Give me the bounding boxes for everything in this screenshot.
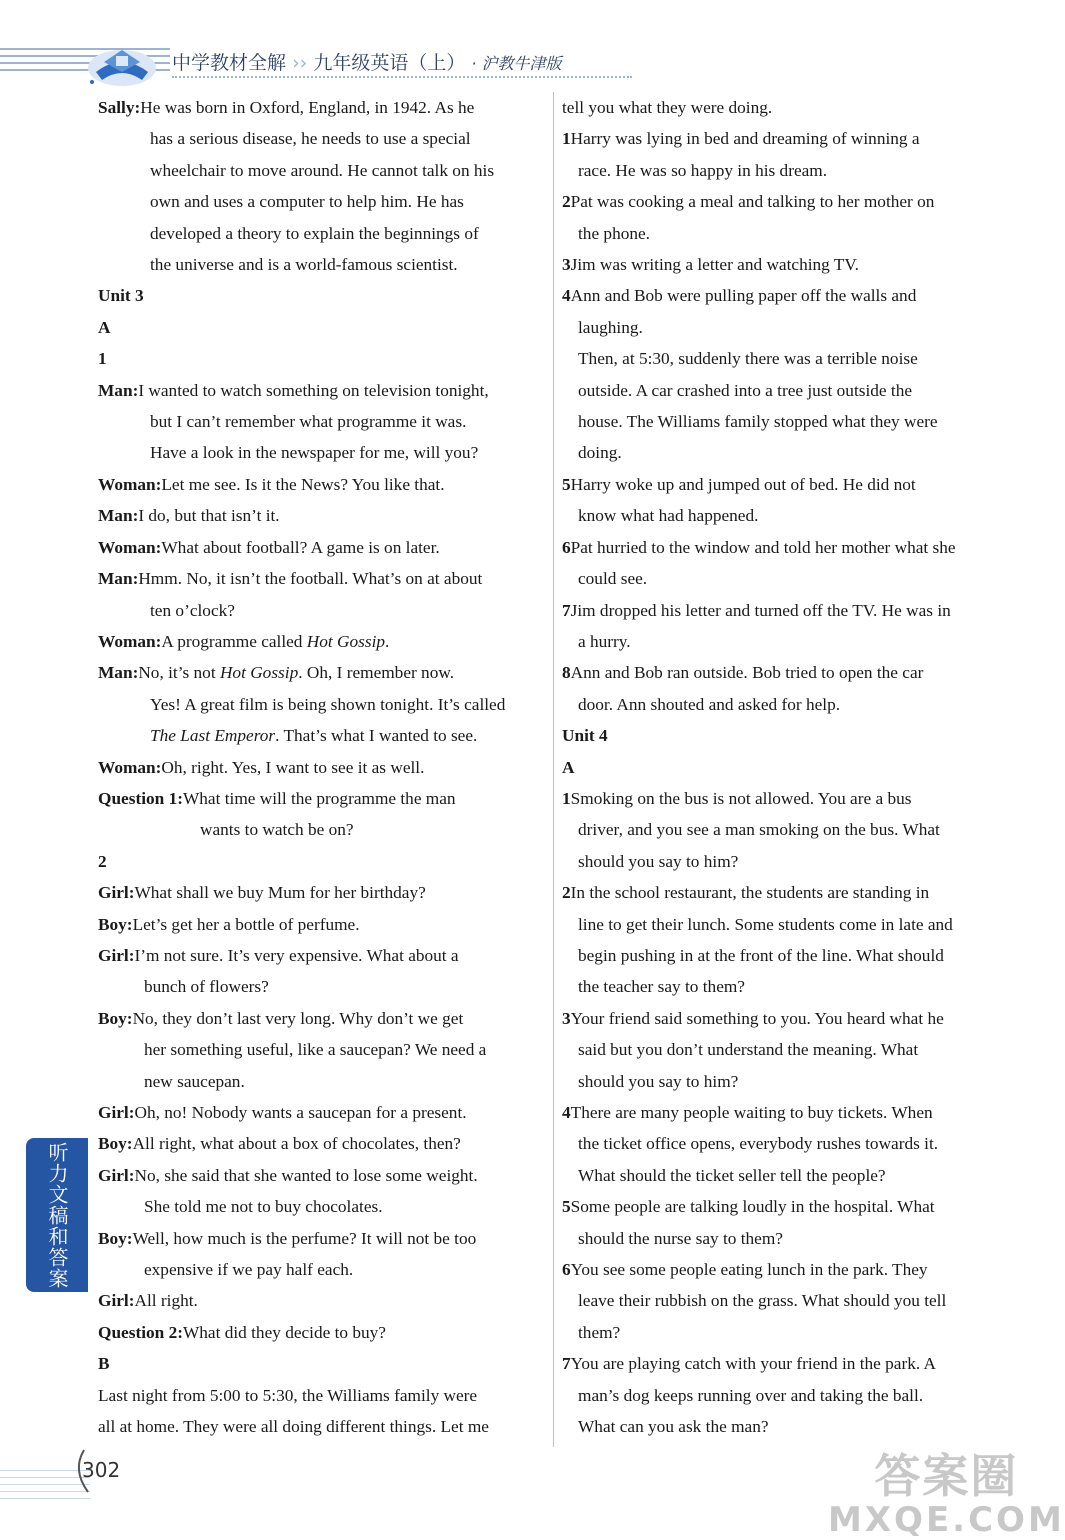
text-line — [562, 375, 1004, 406]
section-heading — [98, 846, 544, 877]
line-text: expensive if we pay half each. — [144, 1260, 354, 1280]
text-line — [562, 877, 1004, 908]
line-text: No, she said that she wanted to lose some weight. — [134, 1165, 478, 1185]
text-line — [98, 92, 544, 123]
speaker-label: Woman: — [98, 757, 162, 777]
text-line — [562, 814, 1004, 845]
line-text: tell you what they were doing. — [562, 98, 773, 117]
text-line — [562, 1160, 1004, 1191]
line-text: driver, and you see a man smoking on the bus. What — [578, 820, 940, 840]
speaker-label: Sally: — [98, 98, 141, 117]
text-line — [98, 437, 544, 468]
text-line — [98, 971, 544, 1002]
text-line — [562, 1380, 1004, 1411]
text-line — [98, 1317, 544, 1348]
line-text: Your friend said something to you. You heard what he — [570, 1008, 944, 1028]
text-line — [98, 1097, 544, 1128]
text-line — [562, 343, 1004, 374]
section-heading — [98, 280, 544, 311]
text-line — [562, 155, 1004, 186]
speaker-label: Girl: — [98, 1291, 135, 1311]
item-number: 2 — [562, 192, 571, 212]
line-text: What did they decide to buy? — [182, 1322, 386, 1342]
text-line — [98, 155, 544, 186]
speaker-label: Question 2: — [98, 1322, 183, 1342]
line-text: Ann and Bob ran outside. Bob tried to open the car — [570, 663, 924, 683]
line-text: She told me not to buy chocolates. — [144, 1197, 383, 1217]
speaker-label: Man: — [98, 663, 139, 683]
text-line — [98, 1128, 544, 1159]
text-line — [562, 1097, 1004, 1128]
text-line — [98, 1254, 544, 1285]
line-text: He was born in Oxford, England, in 1942. As he — [140, 98, 475, 117]
line-text: What time will the programme the man — [182, 788, 456, 808]
line-text: No, it’s not — [138, 663, 220, 683]
line-text: doing. — [578, 443, 622, 463]
text-line — [562, 92, 1004, 123]
text-line — [562, 657, 1004, 688]
item-number: 3 — [562, 255, 571, 275]
item-number: 4 — [562, 286, 571, 306]
text-line — [562, 500, 1004, 531]
side-tab-label: 听力文稿和答案 — [26, 1138, 88, 1292]
line-text: own and uses a computer to help him. He has — [150, 192, 464, 212]
text-line — [562, 626, 1004, 657]
line-text: Yes! A great film is being shown tonight. It’s called — [150, 694, 506, 714]
line-text: outside. A car crashed into a tree just outside the — [578, 380, 913, 400]
line-text: should the nurse say to them? — [578, 1228, 783, 1248]
line-text: Some people are talking loudly in the hospital. What — [570, 1197, 935, 1217]
line-text: a hurry. — [578, 631, 631, 651]
text-line — [98, 1160, 544, 1191]
text-line — [98, 532, 544, 563]
line-text: A programme called — [161, 631, 307, 651]
text-line — [562, 1128, 1004, 1159]
text-line — [98, 1066, 544, 1097]
header-title-main: 中学教材全解 — [172, 52, 287, 74]
text-line — [562, 532, 1004, 563]
text-line — [98, 720, 544, 751]
text-line — [562, 218, 1004, 249]
text-line — [562, 1003, 1004, 1034]
item-number: 3 — [562, 1008, 571, 1028]
text-line — [562, 1348, 1004, 1379]
text-line — [562, 406, 1004, 437]
line-text: but I can’t remember what programme it was. — [150, 412, 467, 432]
italic-title: The Last Emperor — [150, 726, 276, 746]
speaker-label: Girl: — [98, 945, 135, 965]
line-text-end: . Oh, I remember now. — [298, 663, 455, 683]
heading-text: A — [562, 757, 575, 777]
text-line — [562, 186, 1004, 217]
item-number: 2 — [562, 883, 571, 903]
speaker-label: Man: — [98, 380, 139, 400]
line-text: leave their rubbish on the grass. What should you tell — [578, 1291, 947, 1311]
column-divider — [553, 92, 554, 1447]
item-number: 4 — [562, 1103, 571, 1122]
line-text-end: . That’s what I wanted to see. — [275, 726, 478, 746]
line-text: No, they don’t last very long. Why don’t we get — [132, 1008, 464, 1028]
line-text: Ann and Bob were pulling paper off the walls and — [570, 286, 917, 306]
line-text: What can you ask the man? — [578, 1417, 769, 1437]
section-heading — [98, 312, 544, 343]
book-logo-icon — [82, 42, 162, 88]
heading-text: 2 — [98, 851, 107, 871]
line-text: the ticket office opens, everybody rushes towards it. — [578, 1134, 939, 1154]
line-text: all at home. They were all doing different things. Let me — [98, 1417, 489, 1437]
text-line — [98, 877, 544, 908]
speaker-label: Man: — [98, 569, 139, 589]
heading-text: A — [98, 317, 111, 337]
line-text: has a serious disease, he needs to use a special — [150, 129, 471, 149]
item-number: 6 — [562, 537, 571, 557]
line-text-end: . — [385, 631, 390, 651]
line-text: them? — [578, 1322, 621, 1342]
line-text: Jim was writing a letter and watching TV. — [570, 255, 859, 275]
text-line — [98, 563, 544, 594]
header-title: 中学教材全解 ›› 九年级英语（上） · 沪教牛津版 — [172, 52, 562, 74]
text-line — [98, 1285, 544, 1316]
item-number: 5 — [562, 1197, 571, 1217]
text-line — [98, 689, 544, 720]
line-text: laughing. — [578, 317, 643, 337]
text-line — [562, 280, 1004, 311]
text-line — [98, 657, 544, 688]
speaker-label: Boy: — [98, 1228, 133, 1248]
item-number: 7 — [562, 1354, 571, 1374]
text-line — [98, 1191, 544, 1222]
text-line — [562, 1034, 1004, 1065]
line-text: know what had happened. — [578, 506, 759, 526]
line-text: Pat hurried to the window and told her mother what she — [570, 537, 956, 557]
line-text: should you say to him? — [578, 1071, 739, 1091]
line-text: Smoking on the bus is not allowed. You are a bus — [570, 788, 912, 808]
page-number: 302 — [82, 1458, 121, 1482]
line-text: What shall we buy Mum for her birthday? — [134, 883, 426, 903]
line-text: bunch of flowers? — [144, 977, 269, 997]
line-text: ten o’clock? — [150, 600, 235, 620]
line-text: I wanted to watch something on television tonight, — [138, 380, 489, 400]
line-text: the phone. — [578, 223, 650, 243]
text-line — [562, 437, 1004, 468]
line-text: I’m not sure. It’s very expensive. What about a — [134, 945, 459, 965]
text-line — [98, 1223, 544, 1254]
watermark — [828, 1440, 1065, 1540]
speaker-label: Question 1: — [98, 788, 183, 808]
text-line — [98, 1034, 544, 1065]
line-text: developed a theory to explain the beginnings of — [150, 223, 479, 243]
line-text: Pat was cooking a meal and talking to her mother on — [570, 192, 935, 212]
text-line — [562, 846, 1004, 877]
italic-title: Hot Gossip — [306, 631, 386, 651]
text-line — [98, 595, 544, 626]
section-heading — [98, 343, 544, 374]
text-line — [98, 186, 544, 217]
line-text: Hmm. No, it isn’t the football. What’s on at about — [138, 569, 483, 589]
line-text: new saucepan. — [144, 1071, 245, 1091]
text-line — [98, 123, 544, 154]
text-line — [562, 1254, 1004, 1285]
line-text: Harry woke up and jumped out of bed. He did not — [570, 474, 916, 494]
speaker-label: Girl: — [98, 883, 135, 903]
text-line — [562, 123, 1004, 154]
text-line — [98, 1380, 544, 1411]
text-line — [562, 940, 1004, 971]
speaker-label: Boy: — [98, 1134, 133, 1154]
watermark-line2: MXQE.COM — [828, 1500, 1065, 1540]
speaker-label: Man: — [98, 506, 139, 526]
heading-text: Unit 3 — [98, 286, 144, 306]
line-text: man’s dog keeps running over and taking the ball. — [578, 1385, 924, 1405]
line-text: There are many people waiting to buy tickets. When — [570, 1103, 933, 1122]
text-line — [562, 469, 1004, 500]
text-line — [98, 783, 544, 814]
item-number: 1 — [562, 129, 571, 149]
text-line — [98, 218, 544, 249]
text-line — [98, 909, 544, 940]
line-text: All right, what about a box of chocolates, then? — [132, 1134, 461, 1154]
line-text: line to get their lunch. Some students come in late and — [578, 914, 953, 934]
heading-text: Unit 4 — [562, 726, 608, 746]
speaker-label: Boy: — [98, 1008, 133, 1028]
section-heading — [98, 1348, 544, 1379]
item-number: 1 — [562, 788, 571, 808]
text-line — [562, 249, 1004, 280]
line-text: could see. — [578, 569, 648, 589]
text-line — [562, 1317, 1004, 1348]
item-number: 8 — [562, 663, 571, 683]
italic-title: Hot Gossip — [219, 663, 299, 683]
line-text: begin pushing in at the front of the line. What should — [578, 945, 944, 965]
line-text: the universe and is a world-famous scientist. — [150, 255, 458, 275]
speaker-label: Woman: — [98, 537, 162, 557]
speaker-label: Girl: — [98, 1103, 135, 1122]
line-text: Jim dropped his letter and turned off the TV. He was in — [570, 600, 951, 620]
header-title-edition: · 沪教牛津版 — [471, 54, 562, 73]
line-text: In the school restaurant, the students are standing in — [570, 883, 930, 903]
text-line — [562, 783, 1004, 814]
text-line — [98, 940, 544, 971]
line-text: Well, how much is the perfume? It will not be too — [132, 1228, 477, 1248]
section-heading — [562, 720, 1004, 751]
speaker-label: Woman: — [98, 474, 162, 494]
line-text: said but you don’t understand the meaning. What — [578, 1040, 919, 1060]
line-text: What about football? A game is on later. — [161, 537, 440, 557]
line-text: her something useful, like a saucepan? We need a — [144, 1040, 487, 1060]
text-line — [562, 1285, 1004, 1316]
item-number: 7 — [562, 600, 571, 620]
line-text: I do, but that isn’t it. — [138, 506, 280, 526]
text-line — [562, 563, 1004, 594]
line-text: should you say to him? — [578, 851, 739, 871]
text-line — [98, 469, 544, 500]
text-line — [98, 814, 544, 845]
text-line — [98, 1003, 544, 1034]
right-column — [562, 92, 1004, 1442]
text-line — [98, 406, 544, 437]
section-heading — [562, 752, 1004, 783]
text-line — [98, 626, 544, 657]
line-text: Have a look in the newspaper for me, will you? — [150, 443, 479, 463]
text-line — [98, 1411, 544, 1442]
header-dotted-rule — [172, 76, 632, 78]
line-text: Harry was lying in bed and dreaming of winning a — [570, 129, 920, 149]
text-line — [562, 1223, 1004, 1254]
line-text: You are playing catch with your friend in the park. A — [570, 1354, 937, 1374]
line-text: door. Ann shouted and asked for help. — [578, 694, 841, 714]
text-line — [562, 1191, 1004, 1222]
speaker-label: Girl: — [98, 1165, 135, 1185]
text-line — [562, 312, 1004, 343]
watermark-line1: 答案圈 — [874, 1449, 1019, 1503]
text-line — [562, 971, 1004, 1002]
text-line — [98, 500, 544, 531]
speaker-label: Boy: — [98, 914, 133, 934]
heading-text: B — [98, 1354, 110, 1374]
line-text: wants to watch be on? — [200, 820, 354, 840]
line-text: Oh, right. Yes, I want to see it as well. — [161, 757, 425, 777]
text-line — [98, 249, 544, 280]
left-column — [98, 92, 544, 1442]
text-line — [562, 689, 1004, 720]
text-line — [562, 1066, 1004, 1097]
line-text: All right. — [134, 1291, 198, 1311]
header-title-book: 九年级英语（上） — [313, 52, 466, 74]
line-text: Then, at 5:30, suddenly there was a terrible noise — [578, 349, 918, 369]
item-number: 5 — [562, 474, 571, 494]
speaker-label: Woman: — [98, 631, 162, 651]
item-number: 6 — [562, 1260, 571, 1280]
text-line — [98, 752, 544, 783]
text-line — [562, 909, 1004, 940]
text-line — [562, 1411, 1004, 1442]
text-line — [98, 375, 544, 406]
line-text: Last night from 5:00 to 5:30, the Williams family were — [98, 1385, 478, 1405]
line-text: Let me see. Is it the News? You like that. — [161, 474, 445, 494]
line-text: Let’s get her a bottle of perfume. — [132, 914, 360, 934]
line-text: What should the ticket seller tell the people? — [578, 1165, 886, 1185]
line-text: race. He was so happy in his dream. — [578, 160, 828, 180]
text-line — [562, 595, 1004, 626]
line-text: the teacher say to them? — [578, 977, 745, 997]
line-text: Oh, no! Nobody wants a saucepan for a present. — [134, 1103, 467, 1122]
line-text: house. The Williams family stopped what they were — [578, 412, 938, 432]
heading-text: 1 — [98, 349, 107, 369]
line-text: You see some people eating lunch in the park. They — [570, 1260, 928, 1280]
line-text: wheelchair to move around. He cannot talk on his — [150, 160, 495, 180]
